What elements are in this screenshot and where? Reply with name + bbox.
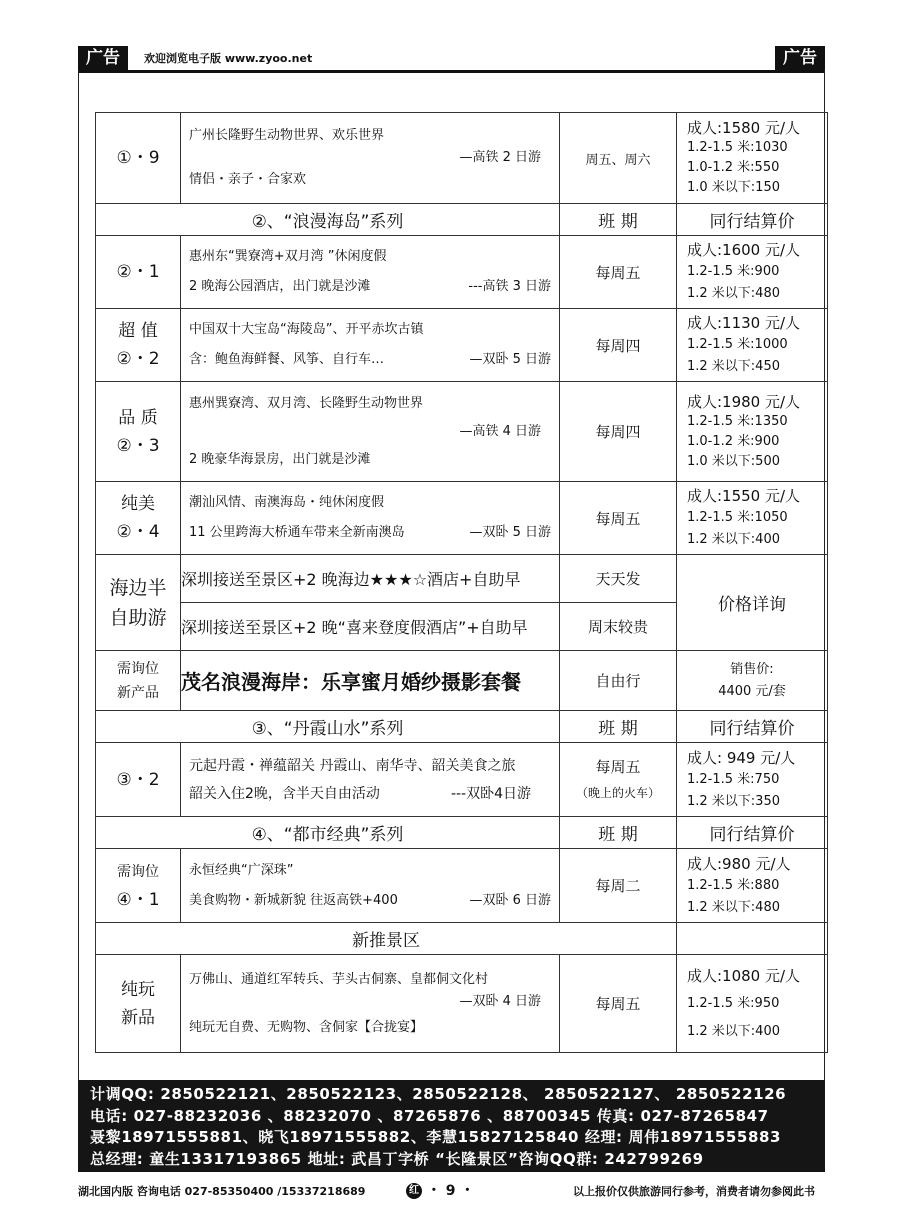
route-code: 海边半 自助游 — [96, 555, 181, 651]
table-row — [96, 236, 828, 309]
price-cell: 成人: 949 元/人 1.2-1.5 米:750 1.2 米以下:350 — [677, 743, 828, 817]
price-header: 同行结算价 — [677, 817, 828, 849]
route-code: 纯玩 新品 — [96, 955, 181, 1053]
route-code: 超 值 ②・2 — [96, 309, 181, 382]
footer-left: 湖北国内版 咨询电话 027-85350400 /15337218689 — [78, 1185, 366, 1198]
schedule: 周末较贵 — [560, 603, 677, 651]
route-desc: 广州长隆野生动物世界、欢乐世界 —高铁 2 日游 情侣・亲子・合家欢 — [181, 113, 560, 204]
series-header — [96, 204, 828, 236]
contact-manager: 总经理: 童生13317193865 地址: 武昌丁字桥 “长隆景区”咨询QQ群: 242799269 — [90, 1149, 704, 1168]
series-title: ③、“丹霞山水”系列 — [96, 711, 560, 743]
table-row — [96, 955, 828, 1053]
route-desc: 惠州巽寮湾、双月湾、长隆野生动物世界 —高铁 4 日游 2 晚豪华海景房，出门就是沙滩 — [181, 382, 560, 482]
publisher-logo-icon: 红 — [406, 1183, 422, 1199]
series-header — [96, 817, 828, 849]
schedule-header: 班 期 — [560, 711, 677, 743]
page-number: 红 ・ 9 ・ — [406, 1180, 474, 1200]
route-code: ③・2 — [96, 743, 181, 817]
route-code: 需询位 新产品 — [96, 651, 181, 711]
route-desc: 惠州东“巽寮湾+双月湾 ”休闲度假 2 晚海公园酒店，出门就是沙滩 ---高铁 3 日游 — [181, 236, 560, 309]
route-desc: 潮汕风情、南澳海岛・纯休闲度假 11 公里跨海大桥通车带来全新南澳岛 —双卧 5 日游 — [181, 482, 560, 555]
price-cell: 成人:980 元/人 1.2-1.5 米:880 1.2 米以下:480 — [677, 849, 828, 923]
page-header — [78, 46, 825, 73]
price-cell: 成人:1980 元/人 1.2-1.5 米:1350 1.0-1.2 米:900 1.0 米以下:500 — [677, 382, 828, 482]
footer-right: 以上报价仅供旅游同行参考，消费者请勿参阅此书 — [573, 1185, 815, 1198]
schedule: 周五、周六 — [560, 113, 677, 204]
contact-box — [78, 1080, 825, 1172]
price-cell: 销售价: 4400 元/套 — [677, 651, 828, 711]
table-row — [96, 309, 828, 382]
table-row — [96, 743, 828, 817]
route-desc: 深圳接送至景区+2 晚“喜来登度假酒店”+自助早 — [181, 603, 560, 651]
price-cell: 价格详询 — [677, 555, 828, 651]
table-row — [96, 482, 828, 555]
ad-badge-left: 广告 — [78, 46, 128, 70]
contact-qq: 计调QQ: 2850522121、2850522123、2850522128、 2850522127、 2850522126 — [90, 1085, 787, 1103]
route-desc: 永恒经典“广深珠” 美食购物・新城新貌 往返高铁+400 —双卧 6 日游 — [181, 849, 560, 923]
route-code: ①・9 — [96, 113, 181, 204]
schedule: 每周五 （晚上的火车） — [560, 743, 677, 817]
route-code: 品 质 ②・3 — [96, 382, 181, 482]
route-desc: 万佛山、通道红军转兵、芋头古侗寨、皇都侗文化村 —双卧 4 日游 纯玩无自费、无购物、含侗家【合拢宴】 — [181, 955, 560, 1053]
table-row — [96, 113, 828, 204]
welcome-text: 欢迎浏览电子版 www.zyoo.net — [144, 52, 313, 65]
page-footer — [78, 1180, 825, 1200]
schedule-header: 班 期 — [560, 817, 677, 849]
schedule: 每周四 — [560, 382, 677, 482]
table-row — [96, 651, 828, 711]
price-cell: 成人:1580 元/人 1.2-1.5 米:1030 1.0-1.2 米:550 1.0 米以下:150 — [677, 113, 828, 204]
contact-phone: 电话: 027-88232036 、88232070 、87265876 、88700345 传真: 027-87265847 — [90, 1106, 769, 1125]
price-cell: 成人:1600 元/人 1.2-1.5 米:900 1.2 米以下:480 — [677, 236, 828, 309]
series-title: ④、“都市经典”系列 — [96, 817, 560, 849]
price-cell: 成人:1080 元/人 1.2-1.5 米:950 1.2 米以下:400 — [677, 955, 828, 1053]
route-code: 纯美 ②・4 — [96, 482, 181, 555]
schedule: 每周五 — [560, 955, 677, 1053]
price-header: 同行结算价 — [677, 711, 828, 743]
price-cell: 成人:1130 元/人 1.2-1.5 米:1000 1.2 米以下:450 — [677, 309, 828, 382]
route-desc: 茂名浪漫海岸：乐享蜜月婚纱摄影套餐 — [181, 651, 560, 711]
table-row — [96, 382, 828, 482]
schedule: 每周二 — [560, 849, 677, 923]
table-row — [96, 555, 828, 603]
route-desc: 中国双十大宝岛“海陵岛”、开平赤坎古镇 含：鲍鱼海鲜餐、风筝、自行车… —双卧 5 日游 — [181, 309, 560, 382]
contact-staff: 聂黎18971555881、晓飞18971555882、李慧15827125840 经理: 周伟18971555883 — [90, 1128, 782, 1146]
route-desc: 元起丹霞・禅蕴韶关 丹霞山、南华寺、韶关美食之旅 韶关入住2晚，含半天自由活动 ---双卧4日游 — [181, 743, 560, 817]
series-header — [96, 923, 828, 955]
schedule: 每周五 — [560, 482, 677, 555]
schedule: 自由行 — [560, 651, 677, 711]
series-title: ②、“浪漫海岛”系列 — [96, 204, 560, 236]
schedule-header: 班 期 — [560, 204, 677, 236]
schedule: 每周五 — [560, 236, 677, 309]
route-code: ②・1 — [96, 236, 181, 309]
ad-badge-right: 广告 — [775, 46, 825, 70]
route-desc: 深圳接送至景区+2 晚海边★★★☆酒店+自助早 — [181, 555, 560, 603]
schedule: 天天发 — [560, 555, 677, 603]
table-row — [96, 849, 828, 923]
series-title: 新推景区 — [96, 923, 677, 955]
empty-cell — [677, 923, 828, 955]
price-header: 同行结算价 — [677, 204, 828, 236]
route-code: 需询位 ④・1 — [96, 849, 181, 923]
price-cell: 成人:1550 元/人 1.2-1.5 米:1050 1.2 米以下:400 — [677, 482, 828, 555]
schedule: 每周四 — [560, 309, 677, 382]
tour-table — [95, 112, 828, 1053]
series-header — [96, 711, 828, 743]
